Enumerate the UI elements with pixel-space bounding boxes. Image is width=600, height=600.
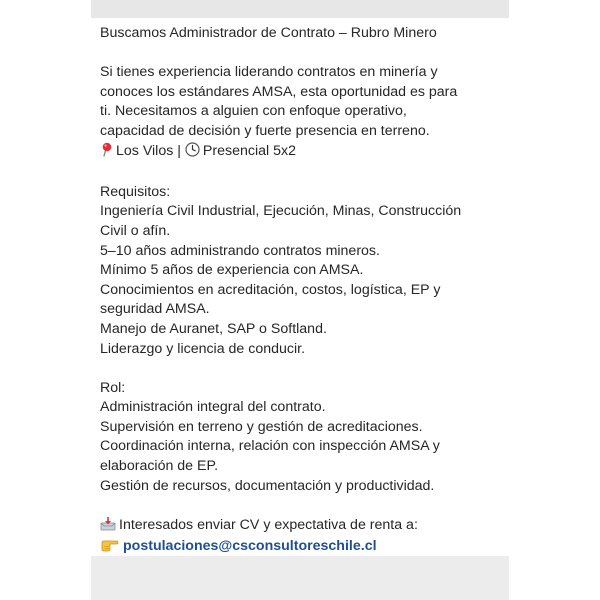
role-line: Supervisión en terreno y gestión de acreditaciones. [100, 418, 423, 435]
spacer [100, 163, 505, 183]
role-line: Coordinación interna, relación con inspección AMSA y [100, 438, 440, 455]
intro-line: Si tienes experiencia liderando contratos en minería y [100, 64, 438, 81]
top-bar [91, 0, 509, 18]
clock-icon [185, 142, 200, 164]
spacer [100, 496, 505, 516]
role-line: elaboración de EP. [100, 458, 219, 475]
bottom-bar [91, 556, 509, 600]
email-link[interactable]: postulaciones@csconsultoreschile.cl [123, 538, 377, 555]
modality-text: Presencial 5x2 [202, 142, 296, 159]
round-pushpin-icon [100, 142, 113, 164]
contact-line [100, 516, 505, 538]
requirement-line: Ingeniería Civil Industrial, Ejecución, Minas, Construcción [100, 203, 462, 220]
spacer [100, 44, 505, 64]
requirements-heading: Requisitos: [100, 183, 171, 200]
requirement-line: Conocimientos en acreditación, costos, logística, EP y [100, 281, 441, 298]
requirement-line: Mínimo 5 años de experiencia con AMSA. [100, 262, 364, 279]
inbox-tray-icon [100, 516, 116, 538]
requirement-line: Liderazgo y licencia de conducir. [100, 340, 306, 357]
role-line: Gestión de recursos, documentación y productividad. [100, 477, 435, 494]
intro-line: ti. Necesitamos a alguien con enfoque operativo, [100, 103, 407, 120]
post-body [100, 24, 505, 559]
intro-line: conoces los estándares AMSA, esta oportunidad es para [100, 83, 458, 100]
requirement-line: 5–10 años administrando contratos mineros. [100, 242, 380, 259]
location-line [100, 142, 505, 164]
spacer [100, 359, 505, 379]
requirement-line: seguridad AMSA. [100, 301, 210, 318]
role-heading: Rol: [100, 379, 126, 396]
location-text: Los Vilos [116, 142, 174, 159]
post-title: Buscamos Administrador de Contrato – Rubro Minero [100, 25, 437, 41]
intro-line: capacidad de decisión y fuerte presencia en terreno. [100, 122, 430, 139]
contact-text: Interesados enviar CV y expectativa de renta a: [119, 516, 418, 533]
requirement-line: Civil o afín. [100, 222, 171, 239]
role-line: Administración integral del contrato. [100, 399, 326, 416]
separator: | [177, 142, 181, 159]
requirement-line: Manejo de Auranet, SAP o Softland. [100, 320, 327, 337]
